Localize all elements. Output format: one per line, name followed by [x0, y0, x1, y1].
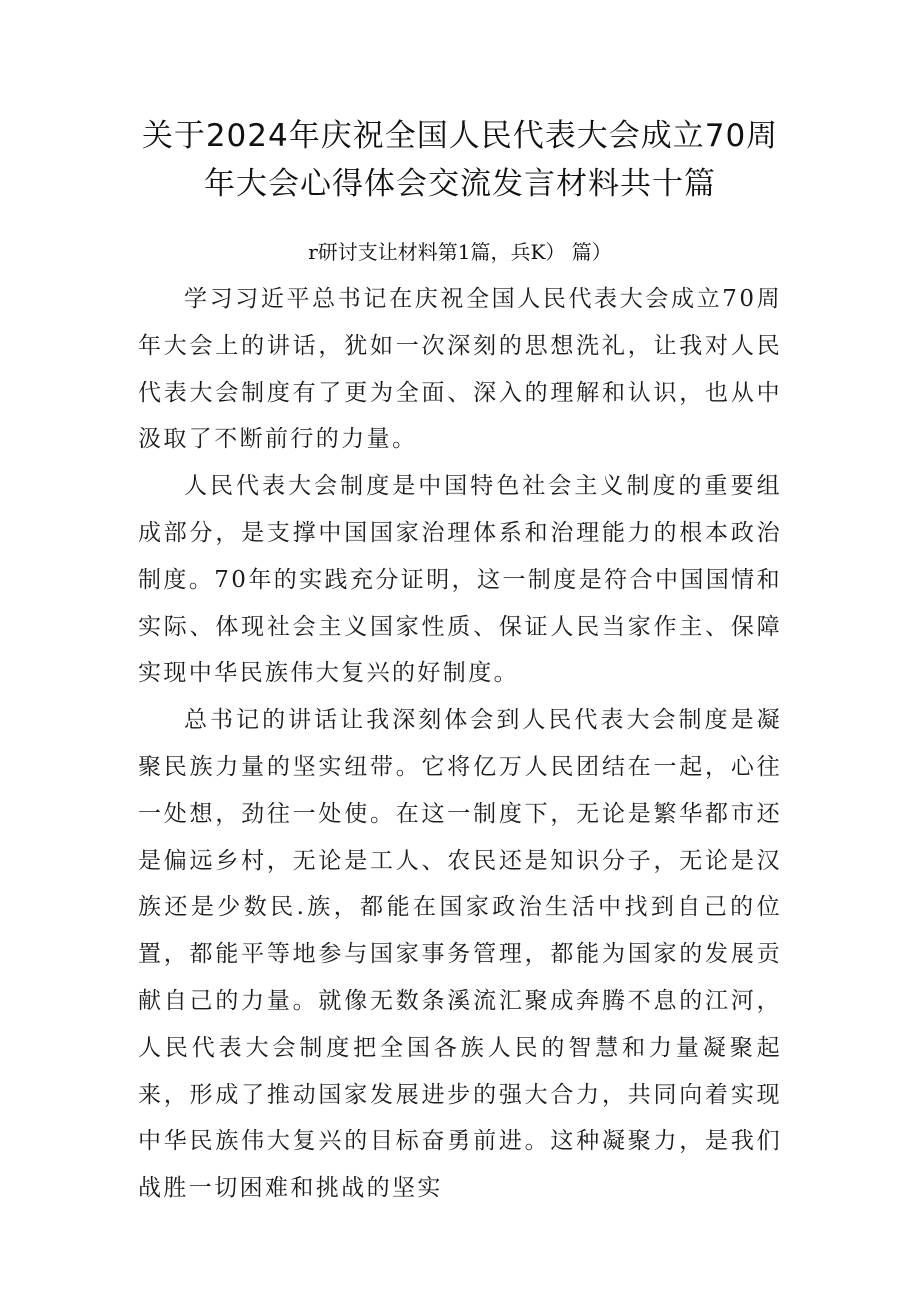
title-line-1: 关于2024年庆祝全国人民代表大会成立70周: [141, 118, 779, 154]
paragraph-3: 总书记的讲话让我深刻体会到人民代表大会制度是凝聚民族力量的坚实纽带。它将亿万人民团结在一起，心往一处想，劲往一处使。在这一制度下，无论是繁华都市还是偏远乡村，无论是工人、农民还是知识分子，无论是汉族还是少数民.族，都能在国家政治生活中找到自己的位置，都能平等地参与国家事务管理，都能为国家的发展贡献自己的力量。就像无数条溪流汇聚成奔腾不息的江河，人民代表大会制度把全国各族人民的智慧和力量凝聚起来，形成了推动国家发展进步的强大合力，共同向着实现中华民族伟大复兴的目标奋勇前进。这种凝聚力，是我们战胜一切困难和挑战的坚实: [138, 707, 782, 1202]
document-title: [138, 112, 782, 208]
document-body: [138, 276, 782, 1212]
paragraph-2: 人民代表大会制度是中国特色社会主义制度的重要组成部分，是支撑中国国家治理体系和治理能力的根本政治制度。70年的实践充分证明，这一制度是符合中国国情和实际、体现社会主义国家性质、保证人民当家作主、保障实现中华民族伟大复兴的好制度。: [138, 473, 782, 687]
document-subtitle: r研讨支让材料第1篇，兵K） 篇）: [308, 240, 612, 264]
title-line-2: 年大会心得体会交流发言材料共十篇: [204, 166, 716, 202]
paragraph-1: 学习习近平总书记在庆祝全国人民代表大会成立70周年大会上的讲话，犹如一次深刻的思想洗礼，让我对人民代表大会制度有了更为全面、深入的理解和认识，也从中汲取了不断前行的力量。: [138, 286, 782, 453]
